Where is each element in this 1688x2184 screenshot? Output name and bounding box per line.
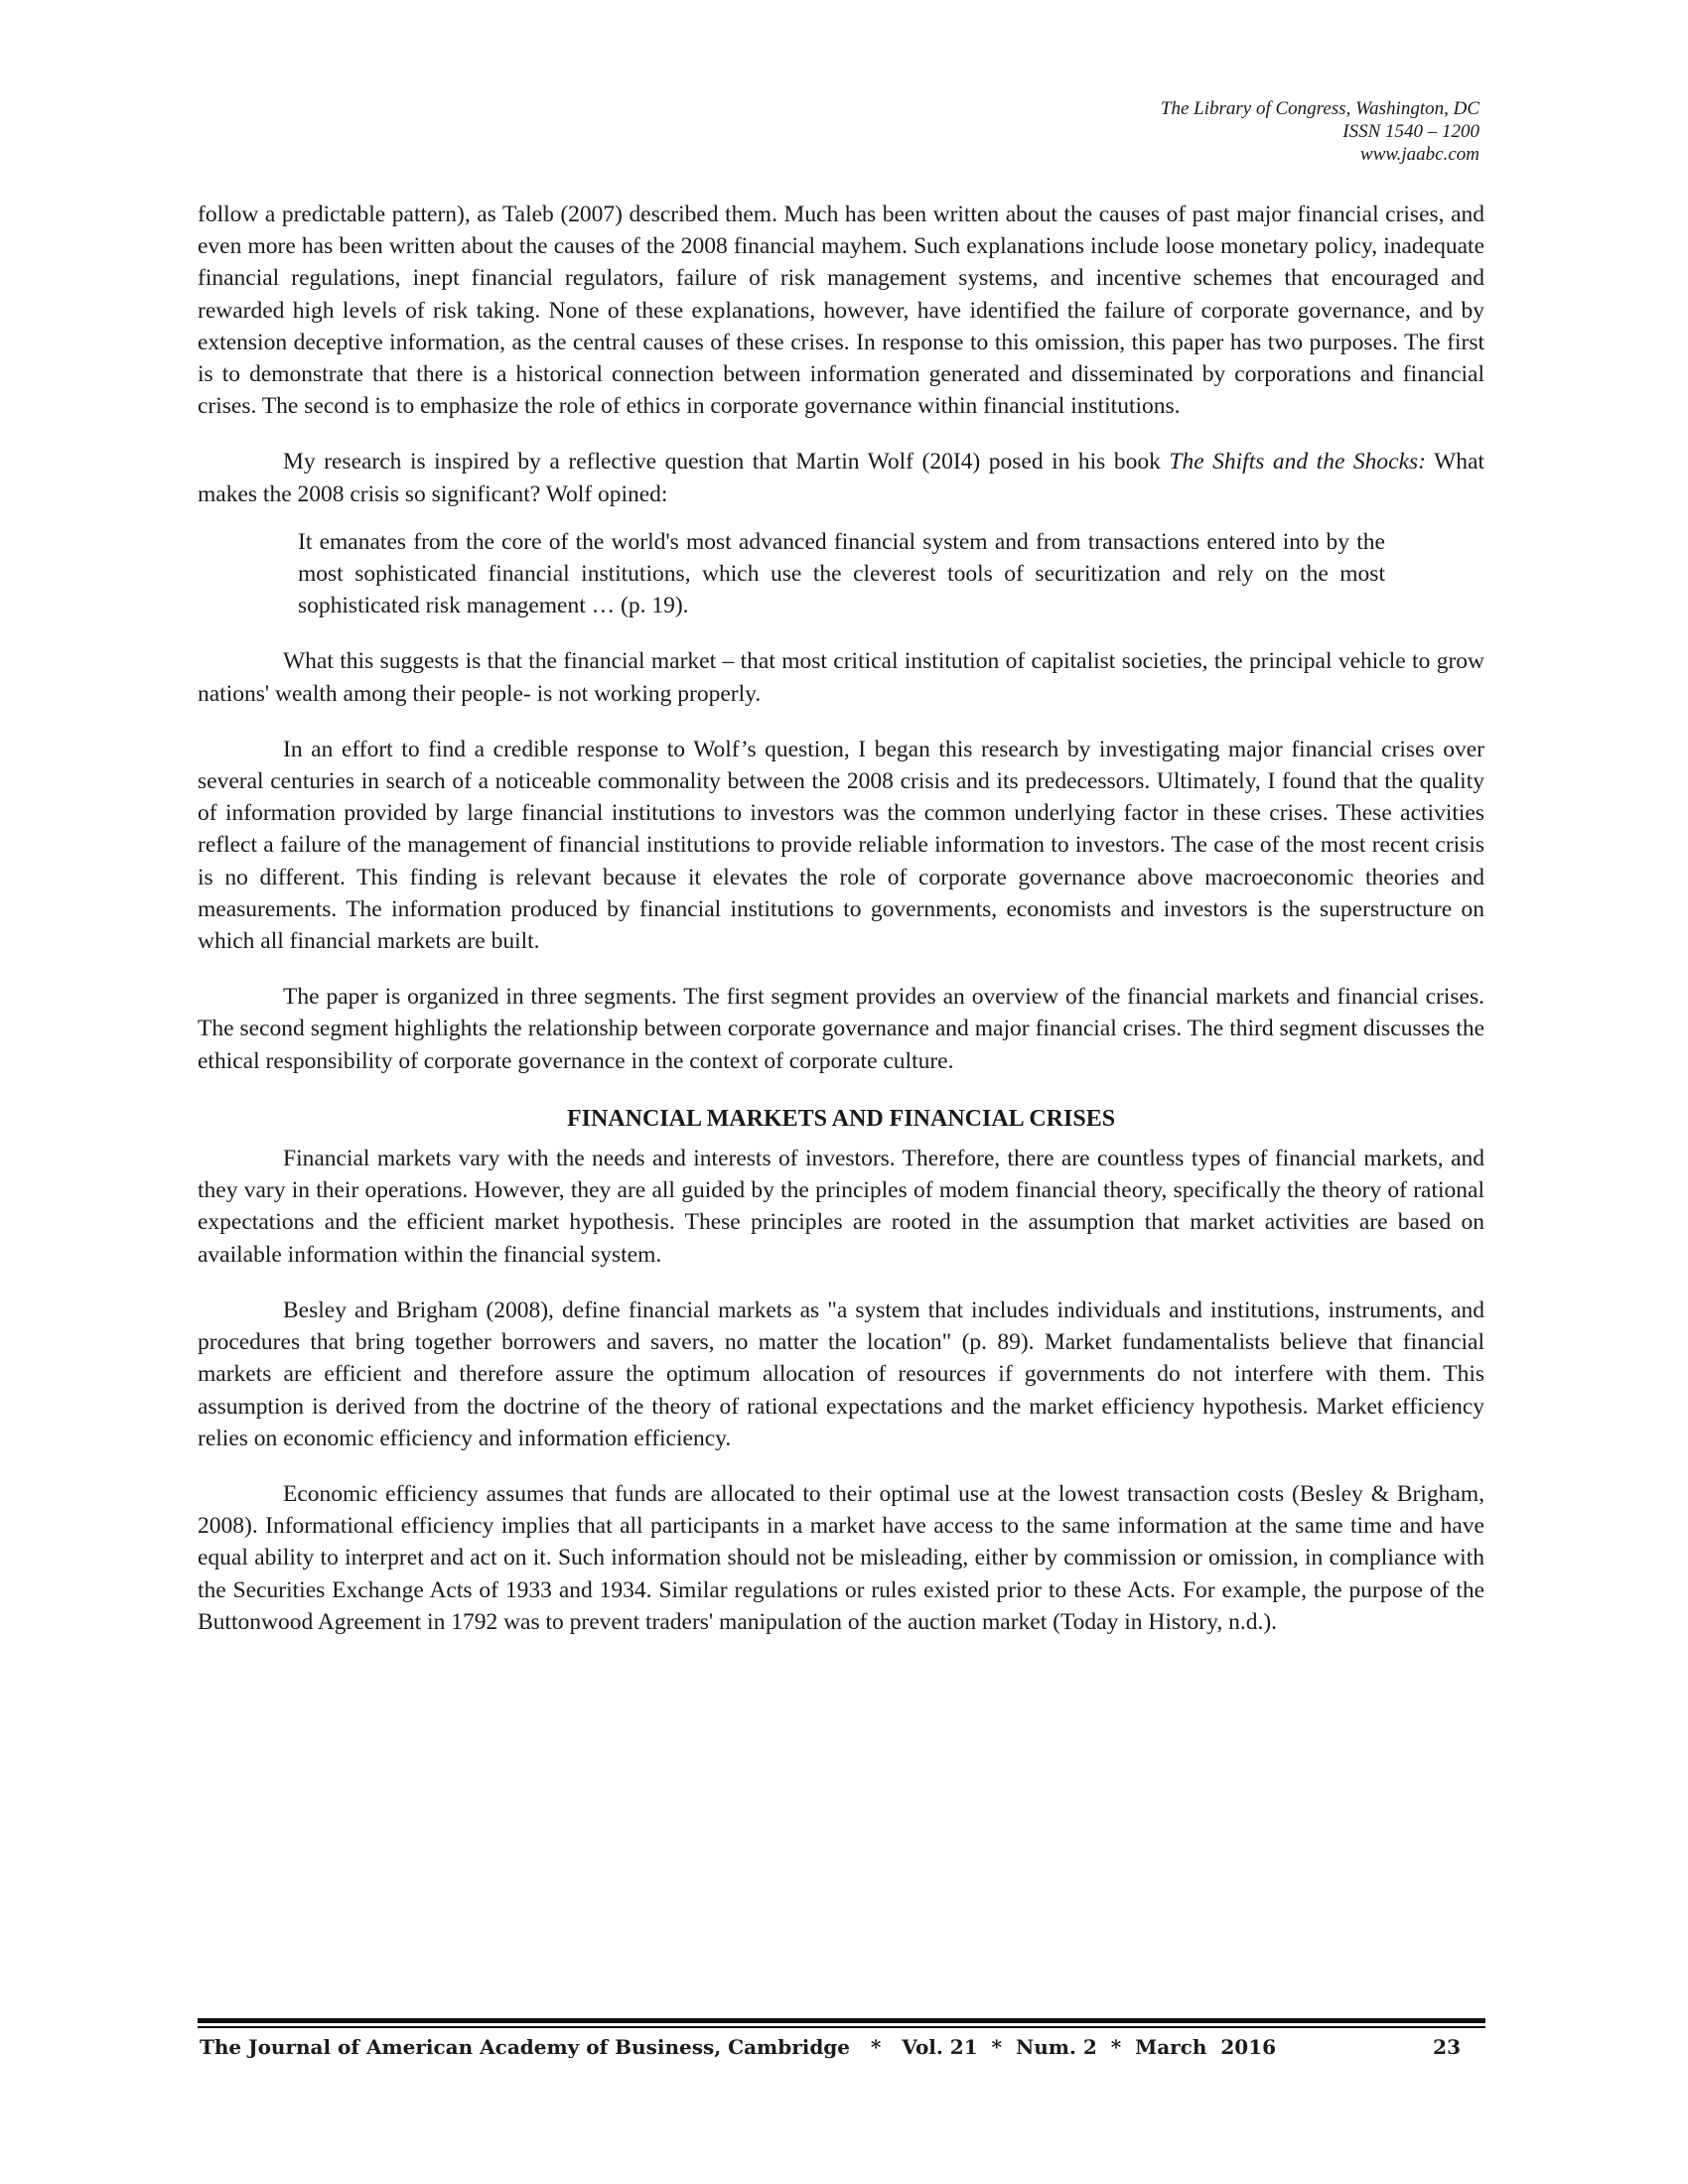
paragraph-4: In an effort to find a credible response to Wolf’s question, I began this research by investigating major financial crises over several centuries in search of a noticeable commonality between the 2008 crisis and its predecessors. Ultimately, I found that the quality of information provided by large financial institutions to investors was the common underlying factor in these crises. These activities reflect a failure of the management of financial institutions to provide reliable information to investors. The case of the most recent crisis is no different. This finding is relevant because it elevates the role of corporate governance above macroeconomic theories and measurements. The information produced by financial institutions to governments, economists and investors is the superstructure on which all financial markets are built. xyxy=(198,736,1484,955)
paragraph-3: What this suggests is that the financial market – that most critical institution of capitalist societies, the principal vehicle to grow nations' wealth among their people- is not working properly. xyxy=(198,648,1484,707)
paragraph-8: Economic efficiency assumes that funds are allocated to their optimal use at the lowest transaction costs (Besley & Brigham, 2008). Informational efficiency implies that all participants in a market have access to the same information at the same time and have equal ability to interpret and act on it. Such information should not be misleading, either by commission or omission, in compliance with the Securities Exchange Acts of 1933 and 1934. Similar regulations or rules existed prior to these Acts. For example, the purpose of the Buttonwood Agreement in 1792 was to prevent traders' manipulation of the auction market (Today in History, n.d.). xyxy=(198,1480,1484,1635)
paragraph-2-text-end: What makes the 2008 crisis so significant? Wolf opined: xyxy=(198,449,1484,507)
paragraph-5: The paper is organized in three segments. The first segment provides an overview of the financial markets and financial crises. The second segment highlights the relationship between corporate governance and major financial crises. The third segment discusses the ethical responsibility of corporate governance in the context of corporate culture. xyxy=(198,984,1484,1074)
footer-journal-info: The Journal of American Academy of Business, Cambridge * Vol. 21 * Num. 2 * March 2016 xyxy=(200,2035,1277,2059)
block-quote: It emanates from the core of the world's most advanced financial system and from transactions entered into by the most sophisticated financial institutions, which use the cleverest tools of securitization and rely on the most sophisticated risk management … (p. 19). xyxy=(298,528,1385,619)
footer-rule-thin xyxy=(198,2026,1485,2028)
header-library-line: The Library of Congress, Washington, DC xyxy=(1160,98,1479,119)
section-heading: FINANCIAL MARKETS AND FINANCIAL CRISES xyxy=(566,1105,1116,1132)
article-body xyxy=(198,199,1484,1638)
paragraph-7: Besley and Brigham (2008), define financial markets as "a system that includes individuals and institutions, instruments, and procedures that bring together borrowers and savers, no matter the location" (p. 89). Market fundamentalists believe that financial markets are efficient and therefore assure the optimum allocation of resources if governments do not interfere with them. This assumption is derived from the doctrine of the theory of rational expectations and the market efficiency hypothesis. Market efficiency relies on economic efficiency and information efficiency. xyxy=(198,1297,1484,1451)
paragraph-1: follow a predictable pattern), as Taleb (2007) described them. Much has been written about the causes of past major financial crises, and even more has been written about the causes of the 2008 financial mayhem. Such explanations include loose monetary policy, inadequate financial regulations, inept financial regulators, failure of risk management systems, and incentive schemes that encouraged and rewarded high levels of risk taking. None of these explanations, however, have identified the failure of corporate governance, and by extension deceptive information, as the central causes of these crises. In response to this omission, this paper has two purposes. The first is to demonstrate that there is a historical connection between information generated and disseminated by corporations and financial crises. The second is to emphasize the role of ethics in corporate governance within financial institutions. xyxy=(198,202,1484,420)
running-header xyxy=(1161,97,1479,166)
page-number: 23 xyxy=(1433,2035,1461,2059)
running-footer xyxy=(200,2035,1471,2059)
paragraph-2-text-start: My research is inspired by a reflective question that Martin Wolf (20I4) posed in his book xyxy=(283,449,1170,476)
header-website-line: www.jaabc.com xyxy=(1360,144,1479,165)
paragraph-6: Financial markets vary with the needs and interests of investors. Therefore, there are countless types of financial markets, and they vary in their operations. However, they are all guided by the principles of modem financial theory, specifically the theory of rational expectations and the efficient market hypothesis. These principles are rooted in the assumption that market activities are based on available information within the financial system. xyxy=(198,1146,1484,1268)
paragraph-2 xyxy=(198,446,1484,509)
header-issn-line: ISSN 1540 – 1200 xyxy=(1342,121,1479,142)
book-title: The Shifts and the Shocks: xyxy=(1169,449,1426,476)
footer-rule-thick xyxy=(198,2018,1485,2023)
